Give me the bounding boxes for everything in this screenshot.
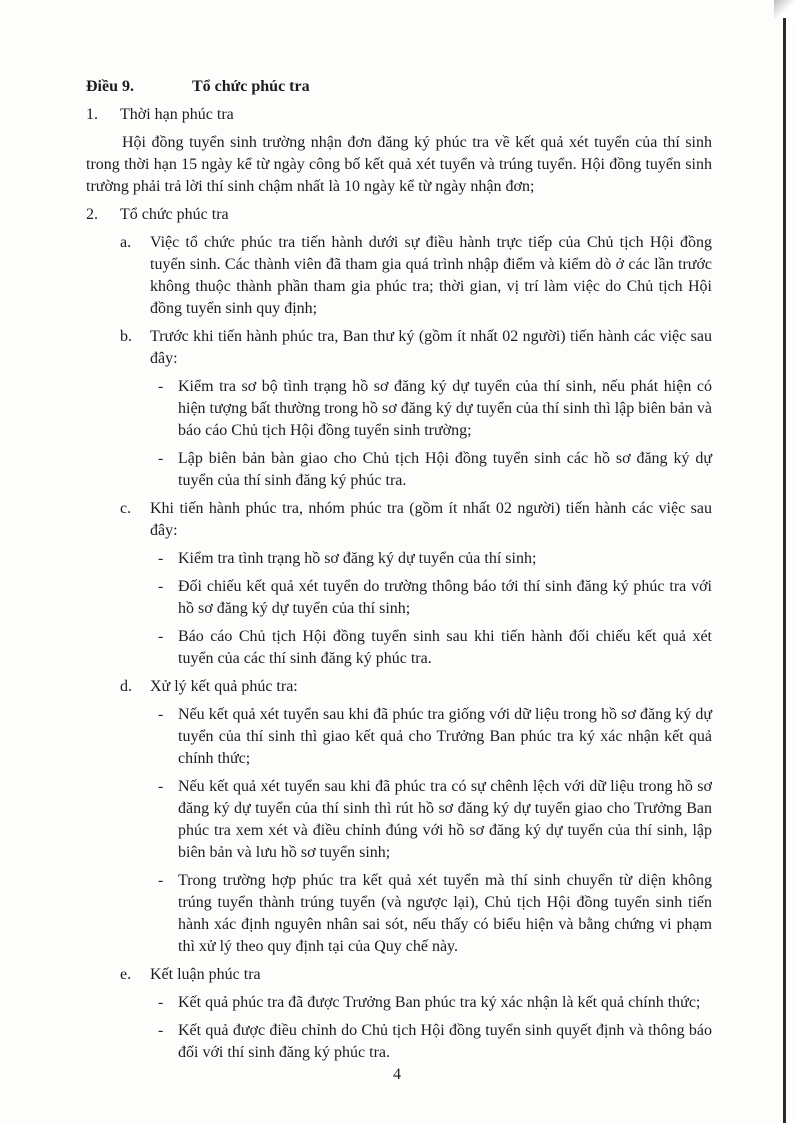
item-text: Trước khi tiến hành phúc tra, Ban thư ký (gồm ít nhất 02 người) tiến hành các việc sau đây: (150, 328, 712, 367)
document-body (86, 76, 712, 1070)
item-letter: e. (120, 966, 132, 983)
item-a (120, 232, 712, 320)
bullet-dash: - (158, 994, 164, 1011)
bullet-text: Kết quả được điều chỉnh do Chủ tịch Hội đồng tuyển sinh quyết định và thông báo đối với thí sinh đăng ký phúc tra. (178, 1022, 712, 1061)
bullet-item (158, 576, 712, 620)
item-d (120, 676, 712, 698)
bullet-dash: - (158, 778, 164, 795)
item-text: Khi tiến hành phúc tra, nhóm phúc tra (gồm ít nhất 02 người) tiến hành các việc sau đây: (150, 500, 712, 539)
section-2-heading (86, 204, 712, 226)
bullet-item (158, 376, 712, 442)
bullet-text: Trong trường hợp phúc tra kết quả xét tuyển mà thí sinh chuyển từ diện không trúng tuyển thành trúng tuyển (và ngược lại), Chủ tịch Hội đồng tuyển sinh tiến hành xác định nguyên nhân sai sót, nếu thấy có biểu hiện và bằng chứng vi phạm thì xử lý theo quy định tại của Quy chế này. (178, 872, 712, 955)
item-c (120, 498, 712, 542)
item-text: Kết luận phúc tra (150, 966, 261, 983)
item-letter: c. (120, 500, 132, 517)
bullet-dash: - (158, 578, 164, 595)
section-title: Tổ chức phúc tra (120, 206, 229, 223)
scan-border-line (783, 0, 786, 1123)
section-1-paragraph: Hội đồng tuyển sinh trường nhận đơn đăng ký phúc tra về kết quả xét tuyển của thí sinh trong thời hạn 15 ngày kể từ ngày công bố kết quả xét tuyển và trúng tuyển. Hội đồng tuyển sinh trường phải trả lời thí sinh chậm nhất là 10 ngày kể từ ngày nhận đơn; (86, 134, 712, 195)
bullet-text: Kiểm tra tình trạng hồ sơ đăng ký dự tuyển của thí sinh; (178, 550, 537, 567)
bullet-dash: - (158, 450, 164, 467)
bullet-item (158, 448, 712, 492)
bullet-text: Nếu kết quả xét tuyển sau khi đã phúc tra giống với dữ liệu trong hồ sơ đăng ký dự tuyển của thí sinh thì giao kết quả cho Trưởng Ban phúc tra ký xác nhận kết quả chính thức; (178, 706, 712, 767)
bullet-text: Nếu kết quả xét tuyển sau khi đã phúc tra có sự chênh lệch với dữ liệu trong hồ sơ đăng ký dự tuyển của thí sinh thì rút hồ sơ đăng ký dự tuyển giao cho Trưởng Ban phúc tra xem xét và điều chỉnh đúng với hồ sơ đăng ký dự tuyển của thí sinh, lập biên bản và lưu hồ sơ tuyển sinh; (178, 778, 712, 861)
bullet-text: Lập biên bản bàn giao cho Chủ tịch Hội đồng tuyển sinh các hồ sơ đăng ký dự tuyển của thí sinh đăng ký phúc tra. (178, 450, 712, 489)
item-text: Việc tổ chức phúc tra tiến hành dưới sự điều hành trực tiếp của Chủ tịch Hội đồng tuyển sinh. Các thành viên đã tham gia quá trình nhập điểm và kiểm dò ở các lần trước không thuộc thành phần tham gia phúc tra; thời gian, vị trí làm việc do Chủ tịch Hội đồng tuyển sinh quy định; (150, 234, 712, 317)
bullet-text: Đối chiếu kết quả xét tuyển do trường thông báo tới thí sinh đăng ký phúc tra với hồ sơ đăng ký dự tuyển của thí sinh; (178, 578, 712, 617)
bullet-item (158, 992, 712, 1014)
bullet-item (158, 776, 712, 864)
bullet-item (158, 548, 712, 570)
scan-corner-shadow (774, 0, 794, 18)
bullet-item (158, 704, 712, 770)
item-text: Xử lý kết quả phúc tra: (150, 678, 298, 695)
section-number: 2. (86, 206, 98, 223)
item-letter: a. (120, 234, 132, 251)
bullet-dash: - (158, 872, 164, 889)
bullet-item (158, 1020, 712, 1064)
item-letter: b. (120, 328, 132, 345)
bullet-dash: - (158, 628, 164, 645)
bullet-dash: - (158, 378, 164, 395)
item-e (120, 964, 712, 986)
bullet-dash: - (158, 550, 164, 567)
section-title: Thời hạn phúc tra (120, 106, 234, 123)
bullet-text: Báo cáo Chủ tịch Hội đồng tuyển sinh sau khi tiến hành đối chiếu kết quả xét tuyển của các thí sinh đăng ký phúc tra. (178, 628, 712, 667)
page-number: 4 (393, 1066, 401, 1083)
item-b (120, 326, 712, 370)
section-1-heading (86, 104, 712, 126)
article-number: Điều 9. (86, 78, 134, 95)
bullet-text: Kiểm tra sơ bộ tình trạng hồ sơ đăng ký dự tuyển của thí sinh, nếu phát hiện có hiện tượng bất thường trong hồ sơ đăng ký dự tuyển của thí sinh thì lập biên bản và báo cáo Chủ tịch Hội đồng tuyển sinh trường; (178, 378, 712, 439)
article-title: Tổ chức phúc tra (192, 78, 310, 95)
article-heading (86, 76, 712, 98)
bullet-text: Kết quả phúc tra đã được Trưởng Ban phúc tra ký xác nhận là kết quả chính thức; (178, 994, 701, 1011)
bullet-dash: - (158, 1022, 164, 1039)
bullet-item (158, 870, 712, 958)
item-letter: d. (120, 678, 132, 695)
bullet-dash: - (158, 706, 164, 723)
bullet-item (158, 626, 712, 670)
section-number: 1. (86, 106, 98, 123)
